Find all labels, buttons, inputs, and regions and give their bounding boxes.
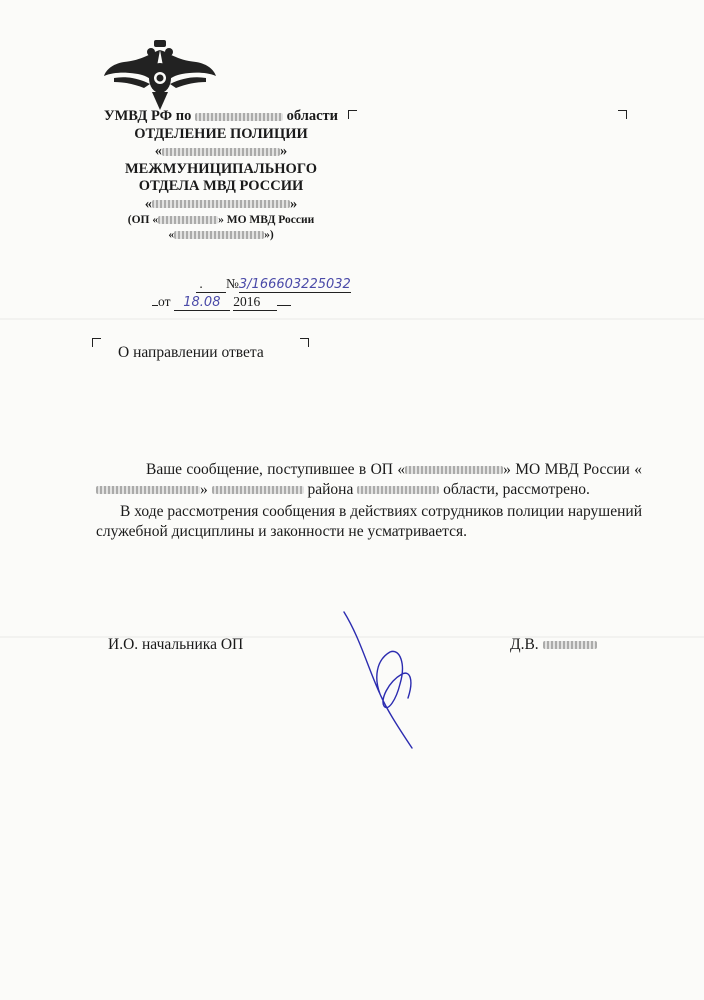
- paper-fold: [0, 318, 704, 320]
- redacted-region: [195, 113, 283, 121]
- redacted-region: [212, 486, 304, 494]
- date-year: 2016: [233, 294, 277, 311]
- p1-part-b: » МО МВД России «: [503, 461, 642, 478]
- header-line-3-close: »: [280, 143, 288, 159]
- address-corner-mark: [618, 110, 627, 119]
- header-line-7-suffix: » МО МВД России: [218, 214, 315, 226]
- p1-part-c: »: [200, 481, 208, 498]
- header-line-6-close: »: [290, 195, 298, 212]
- handwritten-signature-icon: [330, 608, 450, 758]
- signer-title: И.О. начальника ОП: [108, 636, 244, 653]
- header-line-2: ОТДЕЛЕНИЕ ПОЛИЦИИ: [134, 125, 308, 142]
- header-line-5: ОТДЕЛА МВД РОССИИ: [138, 178, 304, 194]
- header-line-3-open: «: [154, 143, 162, 159]
- header-line-8-open: «: [168, 229, 175, 241]
- date-value: 18.08: [174, 295, 230, 311]
- number-label: №: [226, 276, 239, 291]
- header-line-8-close: »): [264, 229, 274, 241]
- redacted-region: [158, 216, 218, 224]
- eagle-emblem-icon: [104, 38, 216, 112]
- paragraph-1: [96, 460, 642, 500]
- signer-name: [510, 636, 597, 654]
- registration-date: [152, 294, 291, 311]
- redacted-region: [174, 231, 264, 239]
- registration-number: . №3/166603225032: [196, 276, 351, 292]
- header-line-1-end: области: [286, 108, 339, 124]
- redacted-region: [543, 641, 597, 649]
- subject-line: О направлении ответа: [118, 344, 264, 361]
- subject-corner-mark: [300, 338, 309, 347]
- header-line-6-open: «: [144, 195, 152, 212]
- letterhead: [96, 108, 346, 243]
- address-corner-mark: [348, 110, 357, 119]
- header-line-1: УМВД РФ по: [103, 108, 192, 124]
- paragraph-2: В ходе рассмотрения сообщения в действиях сотрудников полиции нарушений служебной дисциплины и законности не усматривается.: [96, 503, 642, 540]
- date-label: от: [158, 294, 171, 309]
- redacted-region: [357, 486, 439, 494]
- header-line-4: МЕЖМУНИЦИПАЛЬНОГО: [125, 160, 317, 177]
- signer-initials: Д.В.: [510, 636, 539, 653]
- redacted-region: [405, 466, 503, 474]
- redacted-region: [162, 148, 280, 156]
- number-value: 3/166603225032: [238, 277, 351, 292]
- header-line-7-prefix: (ОП «: [127, 214, 159, 226]
- subject-corner-mark: [92, 338, 101, 347]
- letter-body: [96, 460, 642, 542]
- p1-part-d: района: [307, 481, 354, 498]
- redacted-region: [96, 486, 200, 494]
- p1-part-a: Ваше сообщение, поступившее в ОП «: [146, 461, 406, 478]
- redacted-region: [152, 200, 290, 208]
- p1-part-e: области, рассмотрено.: [443, 481, 590, 498]
